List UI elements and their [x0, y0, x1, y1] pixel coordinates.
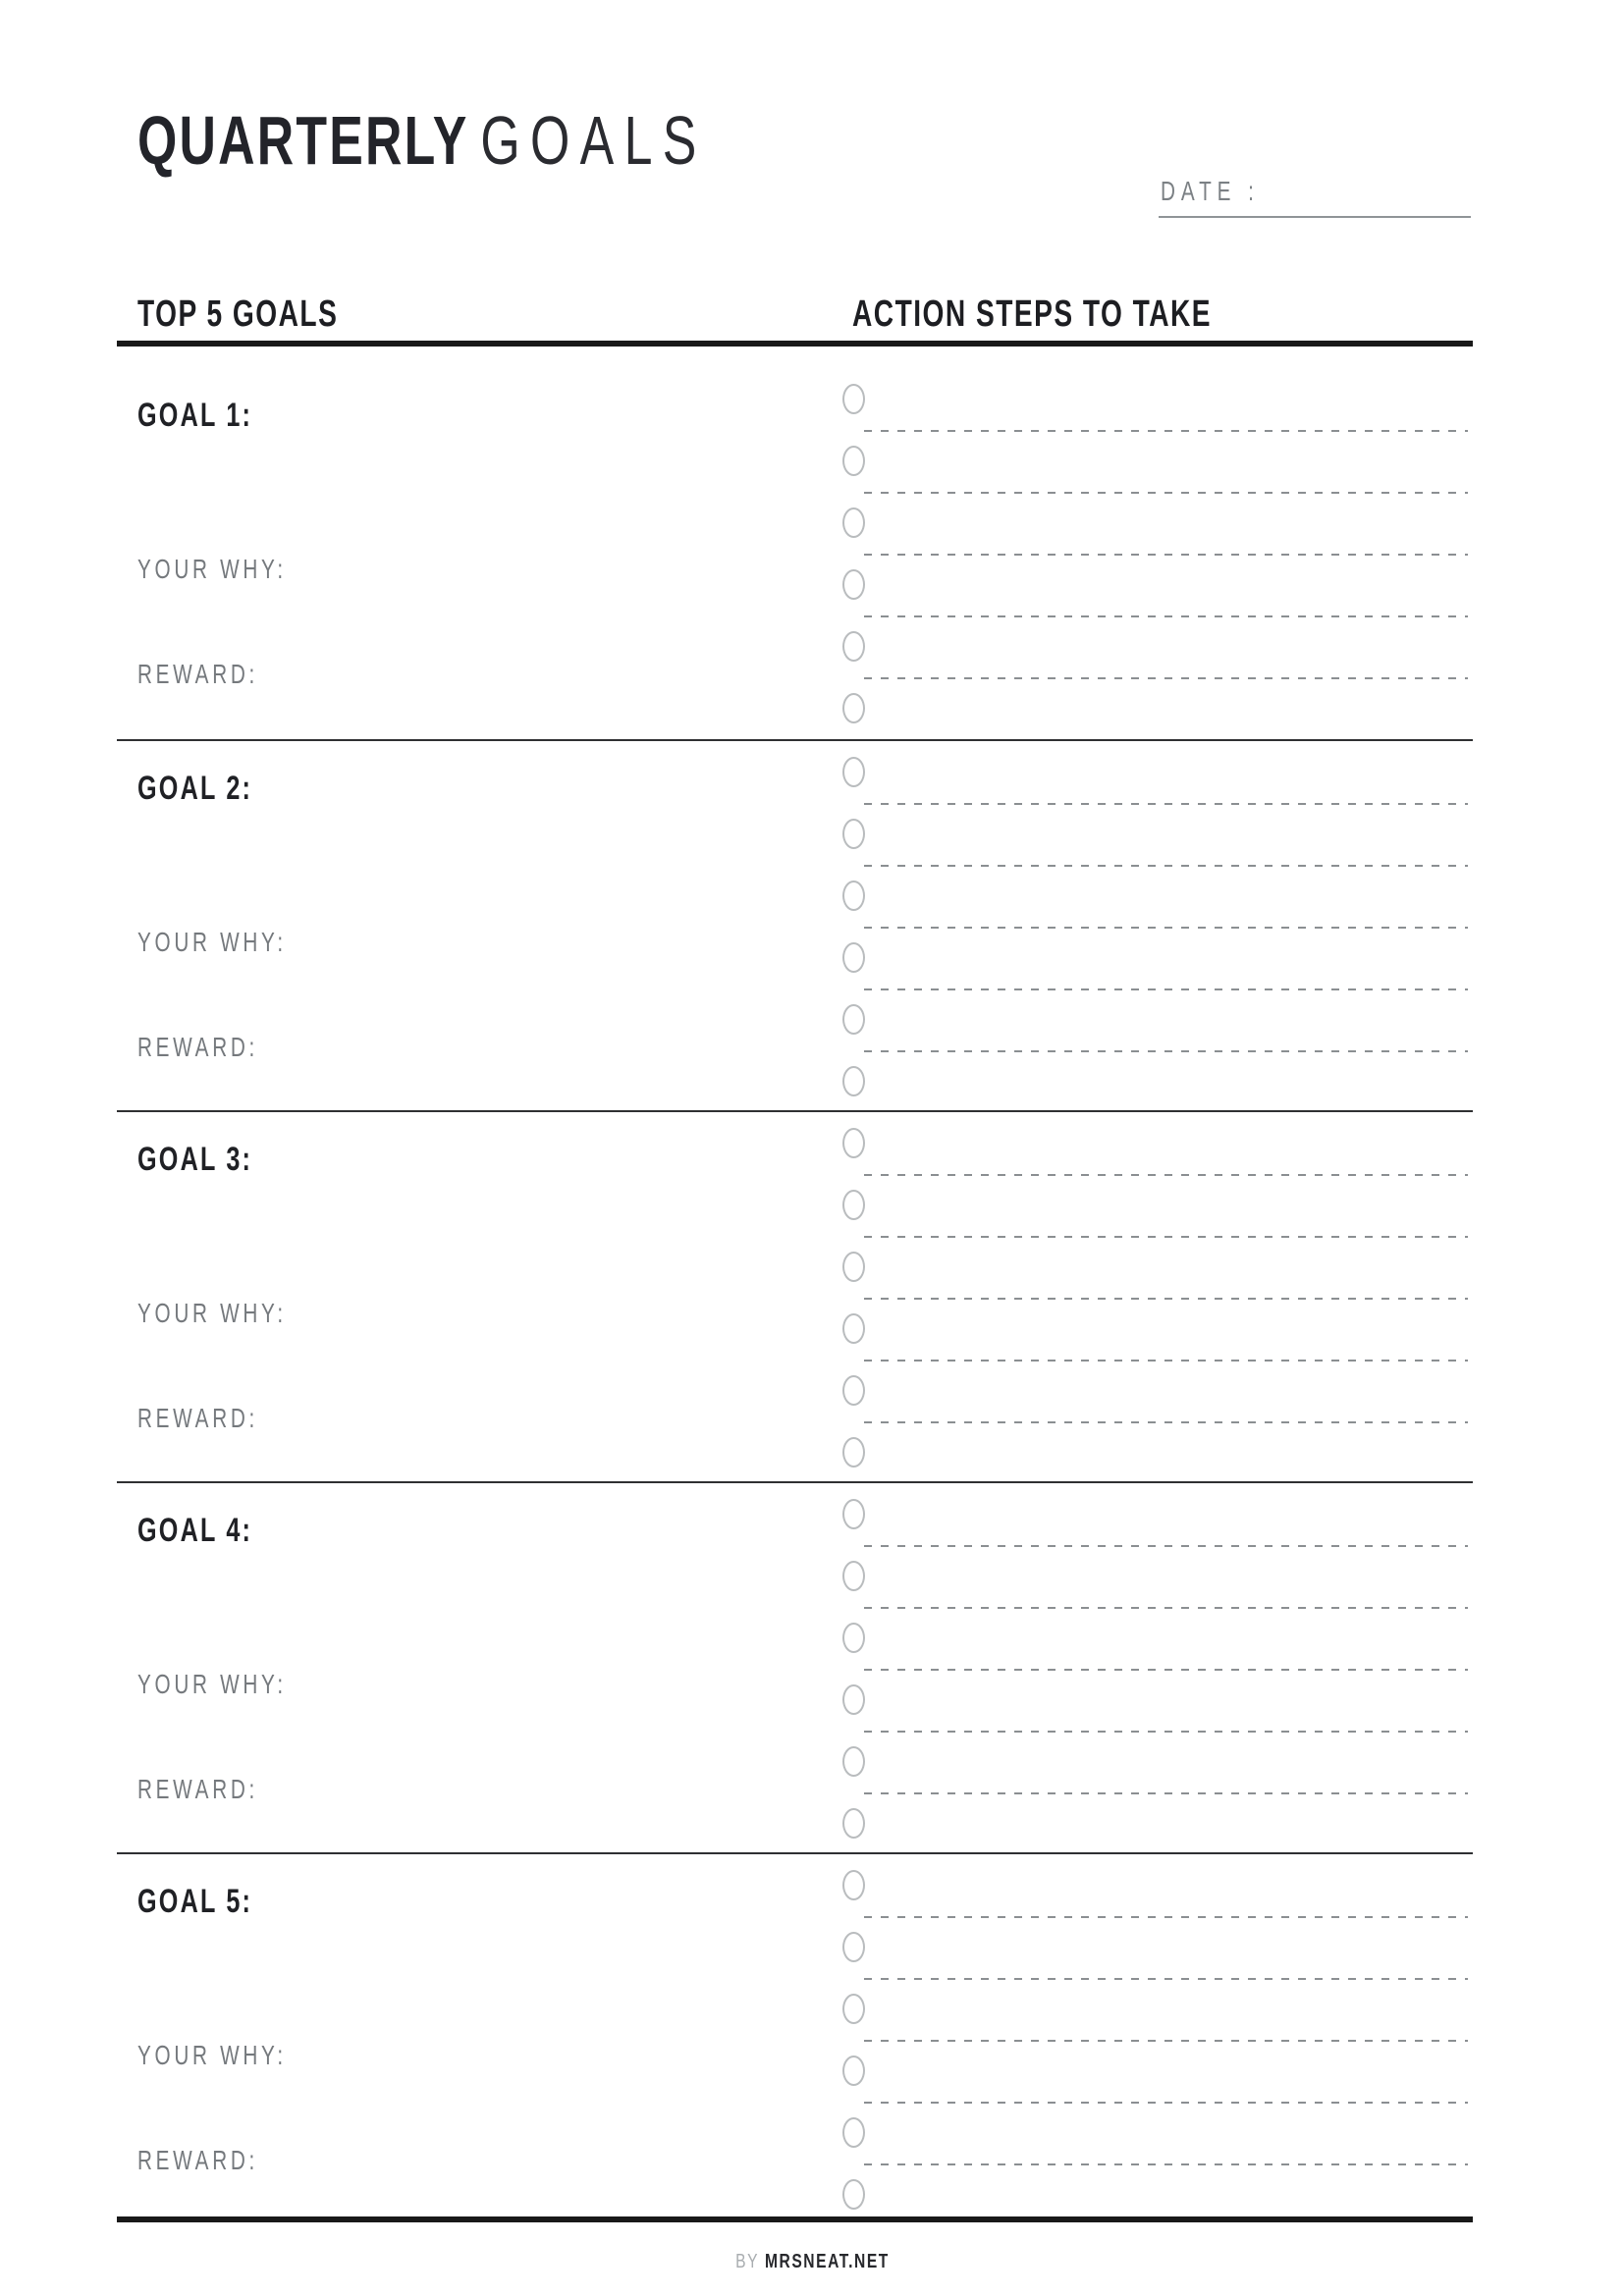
your-why-label: YOUR WHY: [137, 1298, 287, 1328]
reward-label-wrap [137, 1404, 300, 1433]
action-step-line[interactable] [864, 1669, 1468, 1671]
action-step-line[interactable] [864, 492, 1468, 494]
action-step-row [842, 757, 1468, 819]
title-word-quarterly: QUARTERLY [137, 102, 469, 179]
action-step-line[interactable] [864, 2102, 1468, 2104]
column-header-action-steps [852, 294, 1338, 334]
action-step-row [842, 1870, 1468, 1932]
reward-label: REWARD: [137, 2145, 258, 2175]
action-step-line[interactable] [864, 1236, 1468, 1238]
action-step-row [842, 942, 1468, 1004]
action-step-circle[interactable] [842, 1252, 865, 1282]
action-step-line[interactable] [864, 1050, 1468, 1052]
action-step-row [842, 1561, 1468, 1623]
action-step-row [842, 1128, 1468, 1190]
goal-label: GOAL 3: [137, 1141, 253, 1178]
action-step-line[interactable] [864, 1916, 1468, 1918]
action-step-row [842, 384, 1468, 446]
your-why-label-wrap [137, 928, 339, 957]
your-why-label-wrap [137, 2041, 339, 2070]
action-step-row [842, 1684, 1468, 1746]
action-step-circle[interactable] [842, 881, 865, 911]
goal-label-wrap [137, 1142, 293, 1177]
action-step-circle[interactable] [842, 1437, 865, 1468]
action-step-row [842, 2056, 1468, 2117]
action-step-line[interactable] [864, 615, 1468, 617]
goal-section [117, 741, 1473, 1112]
action-step-circle[interactable] [842, 1004, 865, 1035]
goal-label-wrap [137, 398, 293, 433]
goal-label: GOAL 2: [137, 770, 253, 807]
action-step-circle[interactable] [842, 1623, 865, 1653]
reward-label: REWARD: [137, 1403, 258, 1433]
reward-label-wrap [137, 2146, 300, 2175]
action-steps-label: ACTION STEPS TO TAKE [852, 294, 1213, 335]
date-label-wrap [1161, 177, 1294, 206]
action-step-line[interactable] [864, 554, 1468, 556]
action-step-circle[interactable] [842, 1313, 865, 1344]
action-step-row [842, 1313, 1468, 1375]
top-5-goals-label: TOP 5 GOALS [137, 294, 339, 335]
action-step-circle[interactable] [842, 693, 865, 723]
goal-label: GOAL 1: [137, 397, 253, 434]
action-step-row [842, 569, 1468, 631]
action-step-line[interactable] [864, 2040, 1468, 2042]
date-input-line[interactable] [1159, 216, 1471, 218]
reward-label: REWARD: [137, 1032, 258, 1062]
action-step-row [842, 881, 1468, 942]
your-why-label: YOUR WHY: [137, 554, 287, 584]
action-step-circle[interactable] [842, 2117, 865, 2148]
action-step-line[interactable] [864, 430, 1468, 432]
reward-label-wrap [137, 1033, 300, 1062]
action-step-line[interactable] [864, 1545, 1468, 1547]
action-step-row [842, 631, 1468, 693]
your-why-label-wrap [137, 1299, 339, 1328]
goal-section [117, 1112, 1473, 1483]
your-why-label: YOUR WHY: [137, 1669, 287, 1699]
action-step-row [842, 1499, 1468, 1561]
your-why-label: YOUR WHY: [137, 927, 287, 957]
reward-label-wrap [137, 660, 300, 689]
action-step-row [842, 819, 1468, 881]
footer-brand-label: MRSNEAT.NET [764, 2251, 890, 2272]
action-step-circle[interactable] [842, 1932, 865, 1962]
footer [0, 2251, 1624, 2272]
action-step-circle[interactable] [842, 446, 865, 476]
action-step-row [842, 1932, 1468, 1994]
action-step-row [842, 1190, 1468, 1252]
action-step-row [842, 446, 1468, 507]
action-step-row [842, 2179, 1468, 2241]
action-step-line[interactable] [864, 677, 1468, 679]
action-step-line[interactable] [864, 1298, 1468, 1300]
action-step-circle[interactable] [842, 942, 865, 973]
reward-label-wrap [137, 1775, 300, 1804]
action-step-circle[interactable] [842, 569, 865, 600]
goal-label-wrap [137, 1884, 293, 1919]
goal-section-inner [117, 741, 1473, 1110]
action-step-line[interactable] [864, 1731, 1468, 1733]
action-step-row [842, 1746, 1468, 1808]
action-step-circle[interactable] [842, 2179, 865, 2210]
your-why-label-wrap [137, 555, 339, 584]
action-step-row [842, 1252, 1468, 1313]
action-step-row [842, 1375, 1468, 1437]
action-step-circle[interactable] [842, 1808, 865, 1839]
action-step-circle[interactable] [842, 384, 865, 414]
action-step-row [842, 2117, 1468, 2179]
action-step-row [842, 1004, 1468, 1066]
bottom-rule [117, 2216, 1473, 2222]
action-step-circle[interactable] [842, 1190, 865, 1220]
action-step-line[interactable] [864, 927, 1468, 929]
action-step-line[interactable] [864, 1360, 1468, 1362]
goal-section-inner [117, 1483, 1473, 1852]
action-step-line[interactable] [864, 1174, 1468, 1176]
action-step-circle[interactable] [842, 1994, 865, 2024]
action-step-line[interactable] [864, 988, 1468, 990]
action-step-circle[interactable] [842, 819, 865, 849]
action-step-circle[interactable] [842, 1684, 865, 1715]
action-step-row [842, 1623, 1468, 1684]
action-step-circle[interactable] [842, 1561, 865, 1591]
action-step-line[interactable] [864, 1978, 1468, 1980]
your-why-label: YOUR WHY: [137, 2040, 287, 2070]
goal-section [117, 1483, 1473, 1854]
action-step-row [842, 507, 1468, 569]
action-step-circle[interactable] [842, 507, 865, 538]
action-step-row [842, 1994, 1468, 2056]
action-step-circle[interactable] [842, 631, 865, 662]
reward-label: REWARD: [137, 1774, 258, 1804]
action-step-circle[interactable] [842, 757, 865, 787]
goal-section-inner [117, 1854, 1473, 2216]
title-word-goals: GOALS [480, 102, 707, 179]
goal-section [117, 347, 1473, 741]
column-header-top-5-goals [137, 294, 408, 334]
goal-label-wrap [137, 1513, 293, 1548]
action-step-circle[interactable] [842, 2056, 865, 2086]
date-label: DATE : [1161, 176, 1260, 206]
action-step-line[interactable] [864, 1421, 1468, 1423]
goal-section-inner [117, 368, 1473, 739]
goal-section [117, 1854, 1473, 2216]
goal-label: GOAL 4: [137, 1512, 253, 1549]
action-step-line[interactable] [864, 803, 1468, 805]
action-step-circle[interactable] [842, 1870, 865, 1900]
footer-by-label: BY [734, 2251, 759, 2272]
page-title [137, 102, 906, 179]
action-step-circle[interactable] [842, 1128, 865, 1158]
action-step-circle[interactable] [842, 1375, 865, 1406]
your-why-label-wrap [137, 1670, 339, 1699]
action-step-circle[interactable] [842, 1499, 865, 1529]
goal-label-wrap [137, 771, 293, 806]
goal-label: GOAL 5: [137, 1883, 253, 1920]
action-step-line[interactable] [864, 1607, 1468, 1609]
action-step-line[interactable] [864, 1792, 1468, 1794]
action-step-line[interactable] [864, 865, 1468, 867]
action-step-circle[interactable] [842, 1066, 865, 1096]
action-step-circle[interactable] [842, 1746, 865, 1777]
goal-section-inner [117, 1112, 1473, 1481]
reward-label: REWARD: [137, 659, 258, 689]
action-step-line[interactable] [864, 2163, 1468, 2165]
